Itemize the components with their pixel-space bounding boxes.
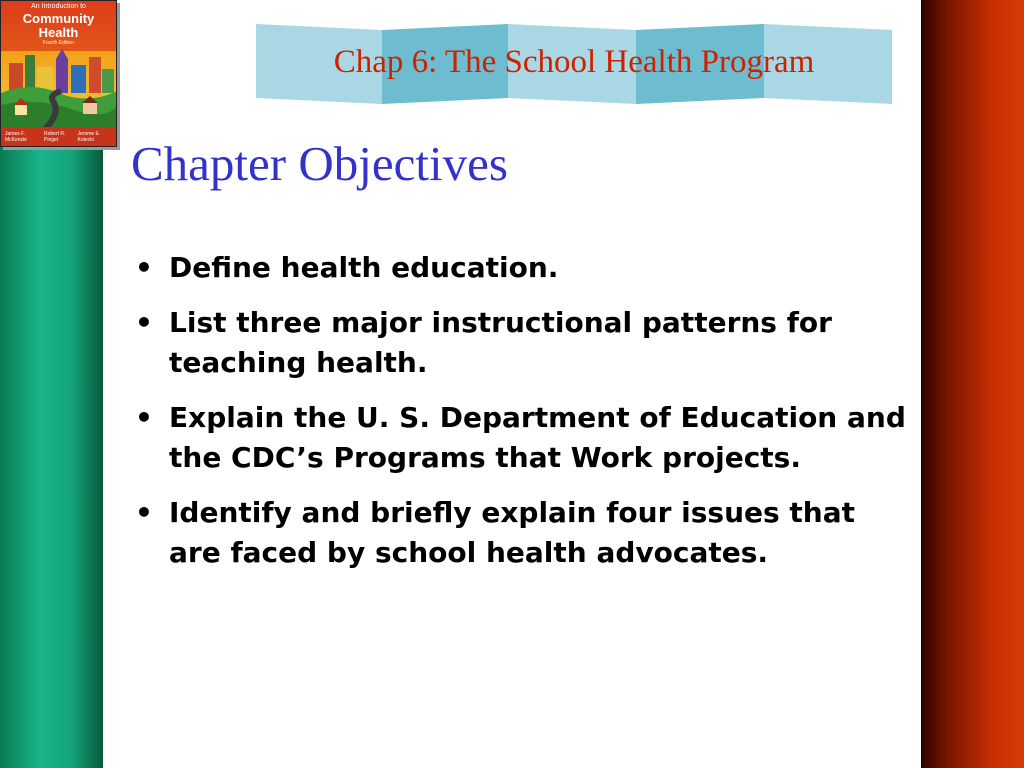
list-item <box>131 398 911 478</box>
book-cover-image <box>0 0 117 147</box>
book-cover-author: Jerome E. Kotecki <box>77 131 101 143</box>
right-accent-bar <box>921 0 1024 768</box>
bullet-icon: • <box>135 401 153 434</box>
bullet-icon: • <box>135 306 153 339</box>
bullet-icon: • <box>135 496 153 529</box>
list-item <box>131 248 911 288</box>
slide-title: Chapter Objectives <box>131 136 508 191</box>
book-cover-edition: Fourth Edition <box>42 40 75 46</box>
objective-text: Identify and briefly explain four issues that are faced by school health advocates. <box>169 496 855 569</box>
list-item <box>131 303 911 383</box>
chapter-banner-title: Chap 6: The School Health Program <box>333 44 815 80</box>
book-cover-author: James F. McKenzie <box>5 131 27 143</box>
book-cover-title-line1: Community <box>22 11 95 26</box>
book-cover-title-line2: Health <box>38 25 79 40</box>
book-cover-authors <box>5 131 114 143</box>
objectives-list <box>131 248 911 588</box>
bullet-icon: • <box>135 251 153 284</box>
objective-text: List three major instructional patterns for teaching health. <box>169 306 832 379</box>
objective-text: Explain the U. S. Department of Education and the CDC’s Programs that Work projects. <box>169 401 906 474</box>
objective-text: Define health education. <box>169 251 559 284</box>
book-cover-subtitle: An Introduction to <box>31 3 86 10</box>
list-item <box>131 493 911 573</box>
book-cover-author: Robert R. Pinger <box>44 131 66 143</box>
